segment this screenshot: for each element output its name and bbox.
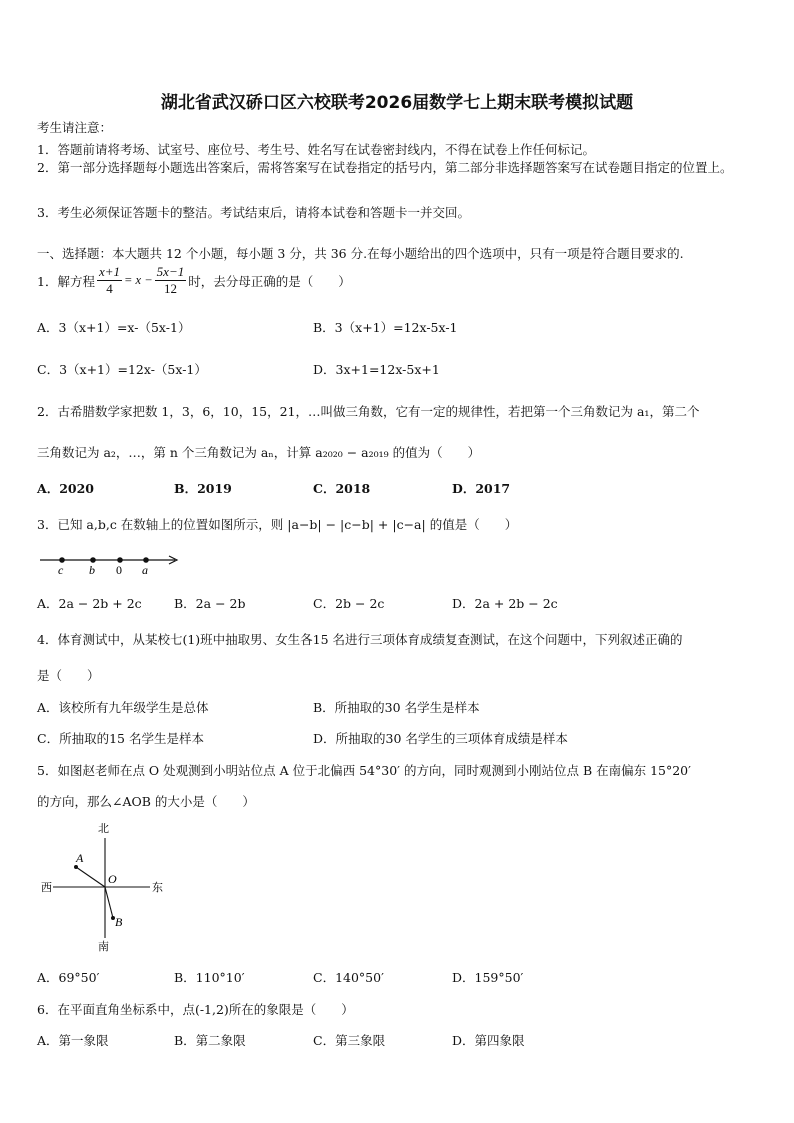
q2-option-b: B．2019 bbox=[174, 481, 232, 496]
ray-oa bbox=[76, 867, 105, 887]
page-title: 湖北省武汉硚口区六校联考2026届数学七上期末联考模拟试题 bbox=[160, 93, 634, 113]
q2-stem-line2: 三角数记为 a₂，…，第 n 个三角数记为 aₙ，计算 a₂₀₂₀ − a₂₀₁₉ 的值为（ ） bbox=[37, 445, 481, 460]
q4-option-d: D．所抽取的30 名学生的三项体育成绩是样本 bbox=[313, 731, 568, 746]
q4-stem-line1: 4．体育测试中，从某校七(1)班中抽取男、女生各15 名进行三项体育成绩复查测试，在这个问题中，下列叙述正确的 bbox=[37, 632, 683, 647]
q6-option-c: C．第三象限 bbox=[313, 1033, 386, 1048]
notice-item-2: 2．第一部分选择题每小题选出答案后，需将答案写在试卷指定的括号内，第二部分非选择题答案写在试卷题目指定的位置上。 bbox=[37, 160, 733, 175]
q6-option-d: D．第四象限 bbox=[452, 1033, 525, 1048]
label-b: b bbox=[89, 563, 95, 577]
number-line-figure bbox=[35, 550, 195, 578]
point-a-dot bbox=[74, 865, 78, 869]
q1-fraction-left bbox=[97, 264, 122, 297]
q6-option-b: B．第二象限 bbox=[174, 1033, 246, 1048]
label-north: 北 bbox=[98, 823, 109, 835]
notice-item-3: 3．考生必须保证答题卡的整洁。考试结束后，请将本试卷和答题卡一并交回。 bbox=[37, 205, 470, 220]
q4-stem-line2: 是（ ） bbox=[37, 668, 100, 683]
q1-option-a: A．3（x+1）=x-（5x-1） bbox=[37, 320, 191, 335]
q1-option-d: D．3x+1=12x-5x+1 bbox=[313, 362, 440, 377]
label-c: c bbox=[58, 563, 64, 577]
q6-option-a: A．第一象限 bbox=[37, 1033, 109, 1048]
q5-stem-line1: 5．如图赵老师在点 O 处观测到小明站位点 A 位于北偏西 54°30′ 的方向，同时观测到小刚站位点 B 在南偏东 15°20′ bbox=[37, 763, 691, 778]
q4-option-b: B．所抽取的30 名学生是样本 bbox=[313, 700, 480, 715]
q3-option-d: D．2a + 2b − 2c bbox=[452, 596, 558, 611]
q1-frac1-num: x+1 bbox=[98, 264, 120, 279]
label-a: a bbox=[142, 563, 148, 577]
q1-option-b: B．3（x+1）=12x-5x-1 bbox=[313, 320, 458, 335]
q5-option-c: C．140°50′ bbox=[313, 970, 384, 985]
question-1 bbox=[37, 264, 351, 297]
q2-option-c: C．2018 bbox=[313, 481, 371, 496]
q5-option-a: A．69°50′ bbox=[37, 970, 100, 985]
q1-frac2-den: 12 bbox=[163, 281, 177, 296]
direction-diagram bbox=[38, 820, 173, 955]
notice-heading: 考生请注意： bbox=[37, 120, 113, 135]
label-a: A bbox=[76, 851, 84, 865]
q2-option-d: D．2017 bbox=[452, 481, 511, 496]
label-b: B bbox=[115, 915, 123, 929]
q1-mid: = x − bbox=[124, 273, 153, 287]
notice-item-1: 1．答题前请将考场、试室号、座位号、考生号、姓名写在试卷密封线内，不得在试卷上作任何标记。 bbox=[37, 142, 595, 157]
point-c bbox=[59, 557, 65, 563]
label-east: 东 bbox=[152, 882, 163, 894]
q5-stem-line2: 的方向，那么∠AOB 的大小是（ ） bbox=[37, 794, 255, 809]
q3-option-b: B．2a − 2b bbox=[174, 596, 246, 611]
q5-option-d: D．159°50′ bbox=[452, 970, 524, 985]
label-west: 西 bbox=[41, 882, 52, 894]
ray-ob bbox=[105, 887, 113, 918]
q1-fraction-right bbox=[155, 264, 187, 297]
q3-option-a: A．2a − 2b + 2c bbox=[37, 596, 142, 611]
q4-option-a: A．该校所有九年级学生是总体 bbox=[37, 700, 209, 715]
q1-option-c: C．3（x+1）=12x-（5x-1） bbox=[37, 362, 207, 377]
q1-suffix: 时，去分母正确的是（ ） bbox=[188, 273, 351, 289]
label-zero: 0 bbox=[116, 563, 122, 577]
section-heading: 一、选择题：本大题共 12 个小题，每小题 3 分，共 36 分.在每小题给出的四个选项中，只有一项是符合题目要求的. bbox=[37, 246, 684, 261]
q6-stem: 6．在平面直角坐标系中，点(-1,2)所在的象限是（ ） bbox=[37, 1002, 354, 1017]
q4-option-c: C．所抽取的15 名学生是样本 bbox=[37, 731, 204, 746]
q1-frac1-den: 4 bbox=[106, 281, 113, 296]
label-o: O bbox=[108, 872, 117, 886]
q5-option-b: B．110°10′ bbox=[174, 970, 245, 985]
point-b bbox=[90, 557, 96, 563]
point-a bbox=[143, 557, 149, 563]
q3-option-c: C．2b − 2c bbox=[313, 596, 385, 611]
q2-option-a: A．2020 bbox=[37, 481, 94, 496]
label-south: 南 bbox=[98, 941, 109, 953]
q2-stem-line1: 2．古希腊数学家把数 1，3，6，10，15，21，…叫做三角数，它有一定的规律性，若把第一个三角数记为 a₁，第二个 bbox=[37, 404, 700, 419]
q1-frac2-num: 5x−1 bbox=[156, 264, 185, 279]
point-zero bbox=[117, 557, 123, 563]
q1-prefix: 1．解方程 bbox=[37, 273, 95, 289]
q3-stem: 3．已知 a,b,c 在数轴上的位置如图所示，则 |a−b| − |c−b| + |c−a| 的值是（ ） bbox=[37, 517, 518, 532]
